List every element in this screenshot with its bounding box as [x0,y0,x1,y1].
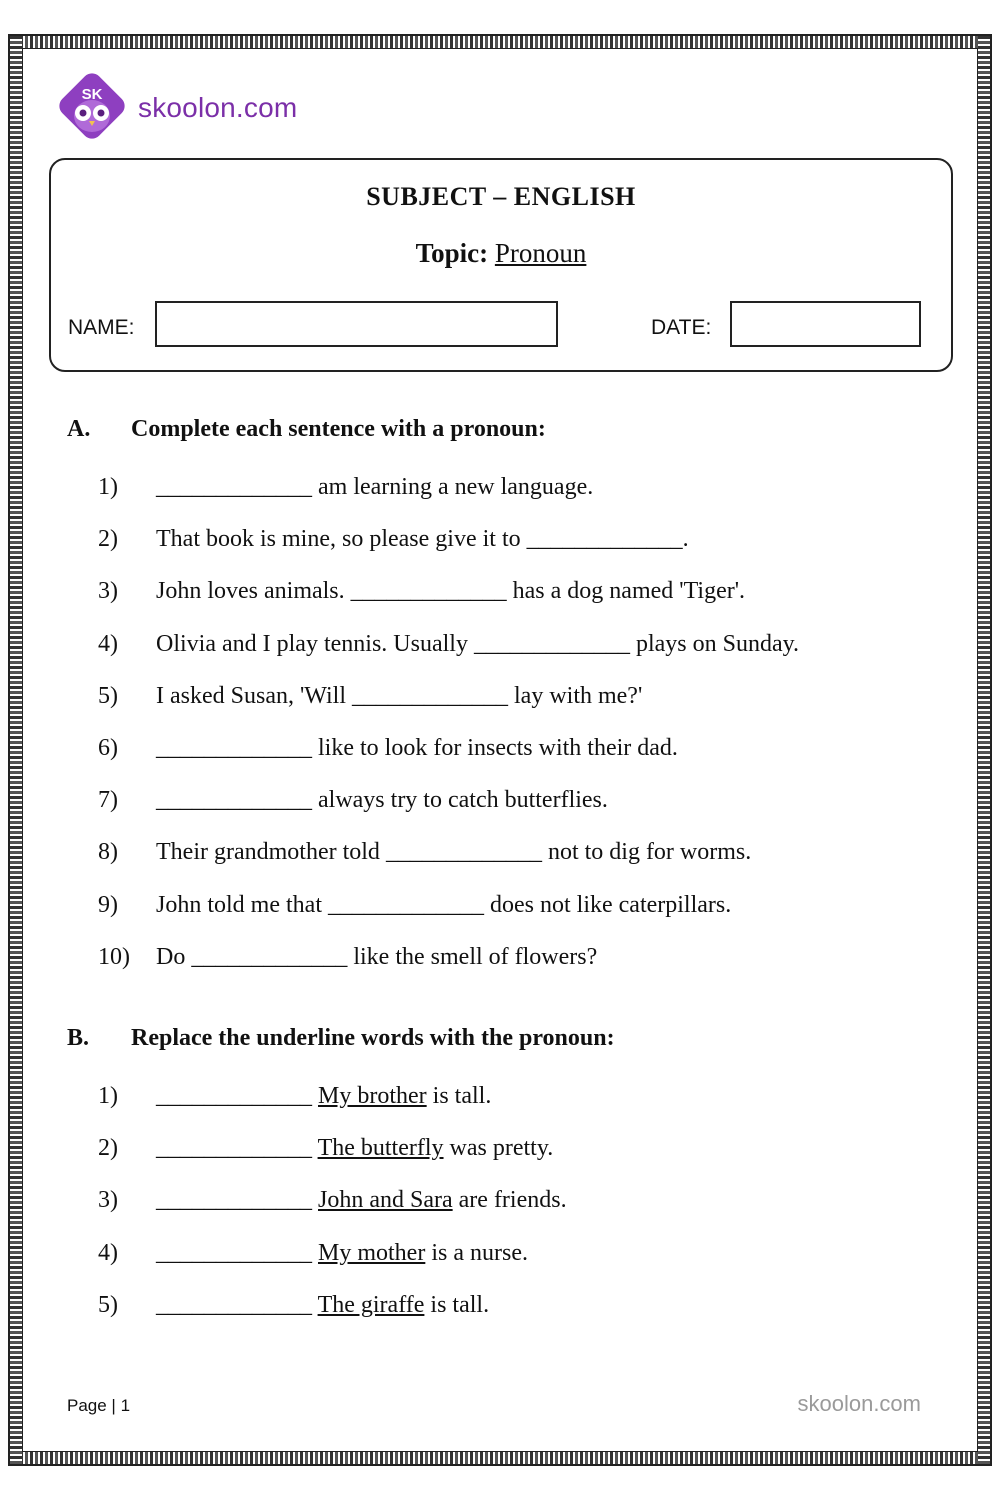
question-row [98,944,597,971]
answer-blank[interactable]: _____________ [156,735,312,761]
underlined-words: John and Sara [318,1187,453,1214]
question-text-before: That book is mine, so please give it to [156,526,527,553]
question-row [98,1292,489,1319]
question-text-after: am learning a new language. [312,474,594,500]
question-row [98,1135,553,1162]
question-row [98,1240,528,1267]
section-b-heading [67,1025,615,1052]
vine-border-top [10,36,990,48]
question-text-before: John told me that [156,891,328,918]
page-number: Page | 1 [67,1396,131,1415]
question-number: 2) [98,1135,118,1162]
vine-border-right [978,36,990,1464]
topic-line [51,238,951,269]
answer-blank[interactable]: _____________ [385,839,542,866]
question-row [98,526,689,553]
footer-site: skoolon.com [797,1391,921,1416]
question-text-after: like to look for insects with their dad. [312,735,678,761]
question-number: 9) [98,891,118,918]
question-text-before: I asked Susan, 'Will [156,682,352,709]
answer-blank[interactable]: _____________ [327,891,484,918]
topic-value: Pronoun [494,238,587,268]
question-text-after: is a nurse. [425,1239,528,1266]
underlined-words: My brother [318,1083,427,1109]
question-row [98,787,608,814]
answer-blank[interactable]: _____________ [352,682,508,709]
question-text-after: has a dog named 'Tiger'. [506,578,746,605]
question-number: 7) [98,787,118,814]
answer-blank[interactable]: _____________ [156,474,312,500]
date-field[interactable] [730,301,921,347]
question-text-before: Olivia and I play tennis. Usually [156,630,474,657]
question-number: 5) [98,1291,118,1318]
underlined-words: The butterfly [317,1135,444,1162]
brand-name: skoolon.com [138,92,298,123]
topic-label: Topic: [415,238,489,268]
underlined-words: The giraffe [317,1291,425,1318]
question-text-after: like the smell of flowers? [347,943,598,970]
question-row [98,631,799,658]
question-text-after: . [682,526,689,553]
name-label: NAME: [68,316,135,339]
question-row [98,839,751,866]
vine-border-bottom [10,1452,990,1464]
section-a-heading [67,416,546,443]
question-text-after: is tall. [424,1291,490,1318]
question-number: 4) [98,1239,118,1266]
question-row [98,735,678,762]
question-row [98,474,593,501]
question-text-before: John loves animals. [156,578,351,605]
question-number: 3) [98,578,118,605]
answer-blank[interactable]: _____________ [156,1083,312,1109]
question-number: 1) [98,474,118,500]
question-number: 4) [98,630,118,657]
question-number: 8) [98,839,118,866]
question-text-after: not to dig for worms. [541,839,752,866]
question-number: 2) [98,526,118,553]
section-a-letter: A. [67,416,91,442]
question-text-after: is tall. [426,1083,492,1109]
section-b-title: Replace the underline words with the pronoun: [131,1025,615,1051]
answer-blank[interactable]: _____________ [191,943,348,970]
answer-blank[interactable]: _____________ [473,630,630,657]
question-number: 6) [98,735,118,761]
owl-logo-icon [52,66,132,146]
question-text-after: does not like caterpillars. [483,891,732,918]
question-number: 3) [98,1187,118,1214]
question-row [98,683,642,710]
question-text-after: lay with me?' [508,682,643,709]
question-text-after: are friends. [452,1187,567,1214]
vine-border-left [10,36,22,1464]
question-number: 1) [98,1083,118,1109]
section-b-letter: B. [67,1025,90,1051]
question-text-after: plays on Sunday. [629,630,800,657]
answer-blank[interactable]: _____________ [156,1135,312,1162]
question-text-before: Their grandmother told [156,839,386,866]
section-a-title: Complete each sentence with a pronoun: [131,416,546,442]
question-number: 10) [98,943,130,970]
svg-text:SK: SK [81,86,103,103]
answer-blank[interactable]: _____________ [156,1291,312,1318]
question-row [98,892,731,919]
question-text-after: always try to catch butterflies. [312,787,608,814]
question-row [98,1083,491,1110]
question-row [98,1187,567,1214]
question-number: 5) [98,682,118,709]
date-label: DATE: [651,316,712,339]
question-text-after: was pretty. [443,1135,554,1162]
subject-title: SUBJECT – ENGLISH [366,182,636,211]
answer-blank[interactable]: _____________ [156,1187,312,1214]
answer-blank[interactable]: _____________ [156,1239,312,1266]
question-text-before: Do [156,943,192,970]
answer-blank[interactable]: _____________ [526,526,683,553]
answer-blank[interactable]: _____________ [350,578,507,605]
question-row [98,578,745,605]
worksheet-header [49,158,953,372]
name-field[interactable] [155,301,558,347]
answer-blank[interactable]: _____________ [156,787,312,814]
underlined-words: My mother [318,1239,426,1266]
